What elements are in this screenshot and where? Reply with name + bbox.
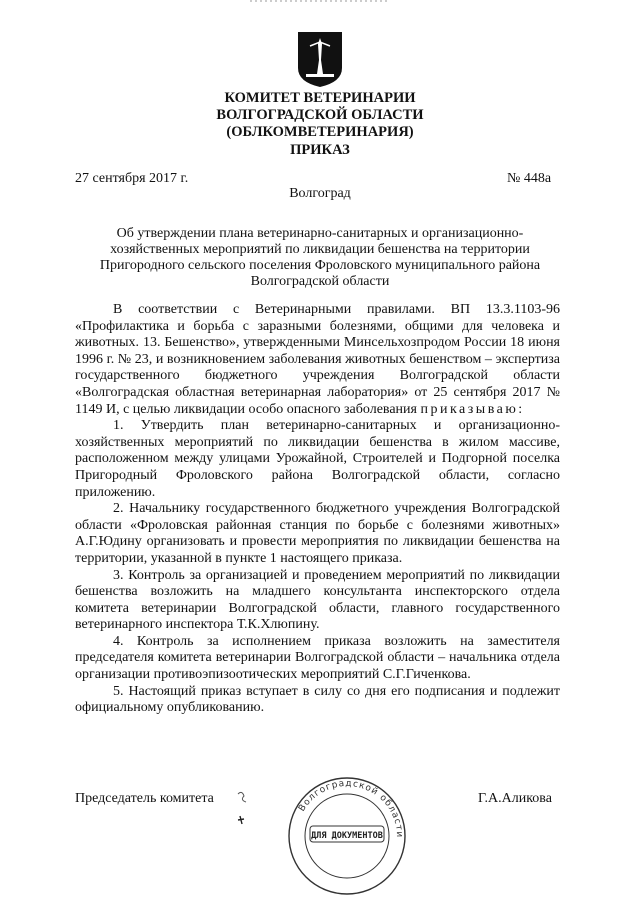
subject-line: хозяйственных мероприятий по ликвидации бешенства на территории (110, 242, 530, 257)
coat-of-arms-icon (296, 30, 344, 88)
subject-line: Об утверждении плана ветеринарно-санитарных и организационно- (116, 226, 524, 241)
subject-line: Волгоградской области (250, 274, 390, 289)
order-item-2: 2. Начальнику государственного бюджетного учреждения Волгоградской области «Фроловская районная станция по борьбе с болезнями животных» А.Г.Юдину организовать и провести мероприятия по ликвидации бешенства на территории, указанной в пункте 1 настоящего приказа. (75, 501, 560, 566)
org-line: ВОЛГОГРАДСКОЙ ОБЛАСТИ (216, 107, 424, 123)
stamp-ring-text: Волгоградской области (297, 778, 405, 839)
scan-artifact-line (250, 0, 390, 2)
signatory-name: Г.А.Аликова (478, 791, 552, 806)
signatory-position: Председатель комитета (75, 791, 214, 806)
order-subject (75, 226, 565, 290)
order-body (75, 302, 560, 717)
order-city: Волгоград (289, 186, 351, 201)
order-word: приказываю: (420, 401, 525, 417)
organization-name (0, 90, 640, 141)
org-line: (ОБЛКОМВЕТЕРИНАРИЯ) (226, 124, 414, 140)
org-line: КОМИТЕТ ВЕТЕРИНАРИИ (224, 90, 416, 106)
order-item-1: 1. Утвердить план ветеринарно-санитарных и организационно-хозяйственных мероприятий по ликвидации бешенства в жилом массиве, расположенном между улицами Урожайной, Строителей и Подгорной поселка Пригородный Фроловского района Волгоградской области, согласно приложению. (75, 418, 560, 500)
order-date: 27 сентября 2017 г. (75, 171, 189, 186)
document-type: ПРИКАЗ (290, 142, 350, 158)
order-item-3: 3. Контроль за организацией и проведением мероприятий по ликвидации бешенства возложить на младшего консультанта инспекторского отдела комитета ветеринарии Волгоградской области, главного государственного ветеринарного инспектора Т.К.Хлюпину. (75, 567, 560, 633)
official-stamp-icon (282, 776, 412, 896)
order-item-4: 4. Контроль за исполнением приказа возложить на заместителя председателя комитета ветеринарии Волгоградской области – начальника отдела организации противоэпизоотических мероприятий С.Г.Гиченкова. (75, 633, 560, 683)
order-item-5: 5. Настоящий приказ вступает в силу со дня его подписания и подлежит официальному опубликованию. (75, 683, 560, 716)
order-number: № 448а (507, 171, 552, 186)
intro-paragraph (75, 302, 560, 418)
signature-mark-icon (230, 788, 260, 828)
intro-text: В соответствии с Ветеринарными правилами. ВП 13.3.1103-96 «Профилактика и борьба с заразными болезнями, общими для человека и животных. 13. Бешенство», утвержденными Минсельхозпродом России 18 июня 1996 г. № 23, и возникновением заболевания животных бешенством – экспертиза государственного бюджетного учреждения Волгоградской области «Волгоградская областная ветеринарная лаборатория» от 25 сентября 2017 № 1149 И, с целью ликвидации особо опасного заболевания (75, 302, 560, 417)
subject-line: Пригородного сельского поселения Фроловского муниципального района (99, 258, 541, 273)
stamp-center-text: ДЛЯ ДОКУМЕНТОВ (311, 831, 383, 841)
